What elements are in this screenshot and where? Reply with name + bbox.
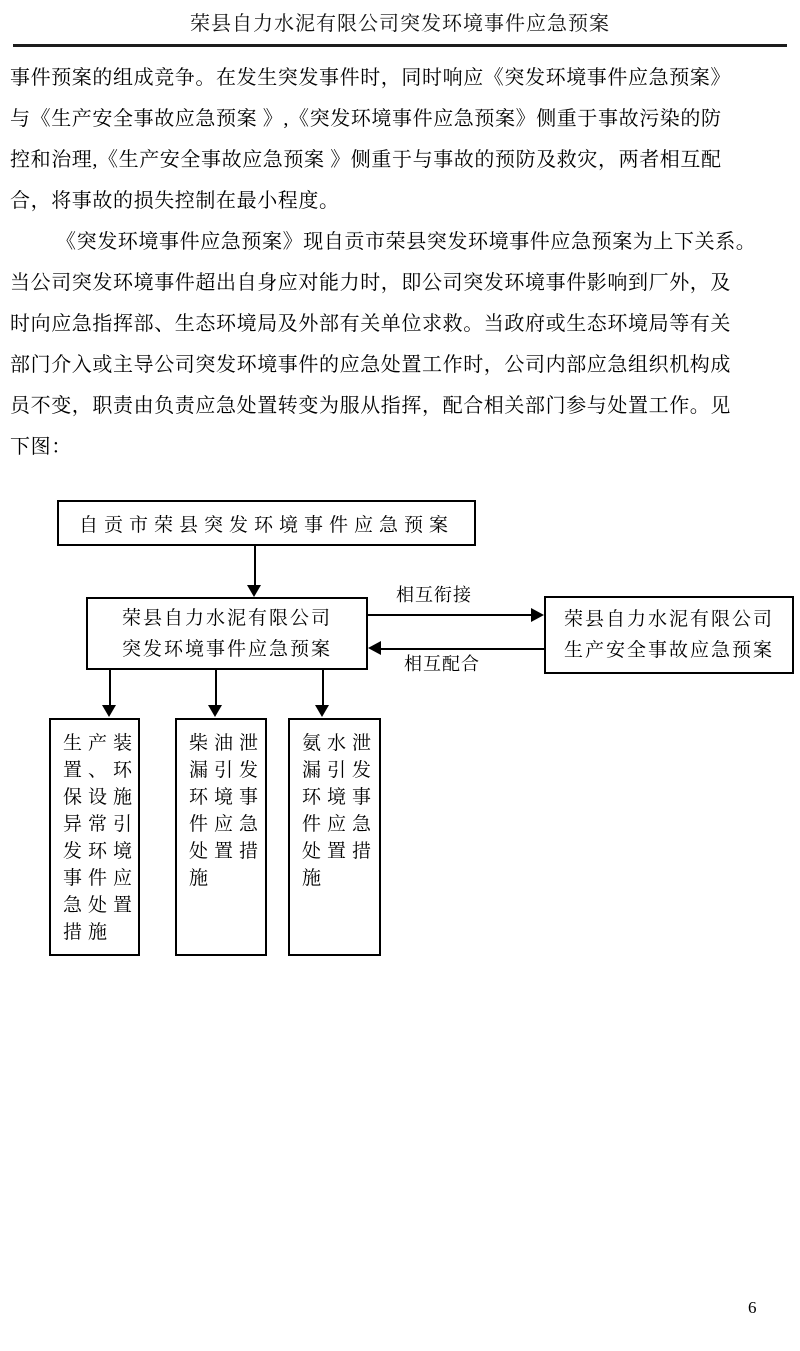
text-line: 下图： (10, 436, 72, 458)
header-rule (13, 44, 787, 47)
page-number: 6 (748, 1298, 757, 1317)
flow-node-ammonia-measures: 氨水泄漏引发环境事件应急处置措施 (288, 718, 381, 956)
connector-line (109, 670, 111, 706)
text-line: 合，将事故的损失控制在最小程度。 (10, 190, 340, 212)
flow-node-text: 荣县自力水泥有限公司 (563, 609, 774, 630)
arrow-label-link: 相互衔接 (396, 585, 472, 605)
flow-node-county-plan: 自贡市荣县突发环境事件应急预案 (57, 500, 476, 546)
connector-line (322, 670, 324, 706)
text-line: 事件预案的组成竞争。在发生突发事件时，同时响应《突发环境事件应急预案》 (10, 67, 731, 89)
page-header-title: 荣县自力水泥有限公司突发环境事件应急预案 (190, 13, 610, 35)
text-line: 《突发环境事件应急预案》现自贡市荣县突发环境事件应急预案为上下关系。 (56, 231, 757, 253)
text-line: 部门介入或主导公司突发环境事件的应急处置工作时，公司内部应急组织机构成 (10, 354, 731, 376)
text-line: 控和治理,《生产安全事故应急预案 》侧重于与事故的预防及救灾，两者相互配 (10, 149, 722, 171)
arrow-label-cooperate: 相互配合 (404, 654, 480, 674)
arrow-down-icon (208, 705, 222, 717)
connector-line (368, 614, 531, 616)
flow-node-production-measures: 生产装置、环保设施异常引发环境事件应急处置措施 (49, 718, 140, 956)
arrow-right-icon (531, 608, 544, 622)
arrow-down-icon (247, 585, 261, 597)
flow-node-company-safety-plan (544, 596, 794, 674)
flow-node-company-env-plan (86, 597, 368, 670)
text-line: 当公司突发环境事件超出自身应对能力时，即公司突发环境事件影响到厂外，及 (10, 272, 731, 294)
body-text (10, 58, 792, 468)
connector-line (254, 546, 256, 585)
text-line: 时向应急指挥部、生态环境局及外部有关单位求救。当政府或生态环境局等有关 (10, 313, 731, 335)
connector-line (215, 670, 217, 706)
text-line: 员不变，职责由负责应急处置转变为服从指挥，配合相关部门参与处置工作。见 (10, 395, 731, 417)
arrow-left-icon (368, 641, 381, 655)
paragraph (10, 58, 792, 222)
flow-node-diesel-measures: 柴油泄漏引发环境事件应急处置措施 (175, 718, 267, 956)
flow-node-text: 生产安全事故应急预案 (563, 640, 774, 661)
flow-node-text: 突发环境事件应急预案 (121, 638, 332, 660)
text-line: 与《生产安全事故应急预案 》,《突发环境事件应急预案》侧重于事故污染的防 (10, 108, 722, 130)
paragraph (10, 222, 792, 468)
flow-node-text: 荣县自力水泥有限公司 (121, 607, 332, 629)
connector-line (381, 648, 544, 650)
arrow-down-icon (102, 705, 116, 717)
arrow-down-icon (315, 705, 329, 717)
